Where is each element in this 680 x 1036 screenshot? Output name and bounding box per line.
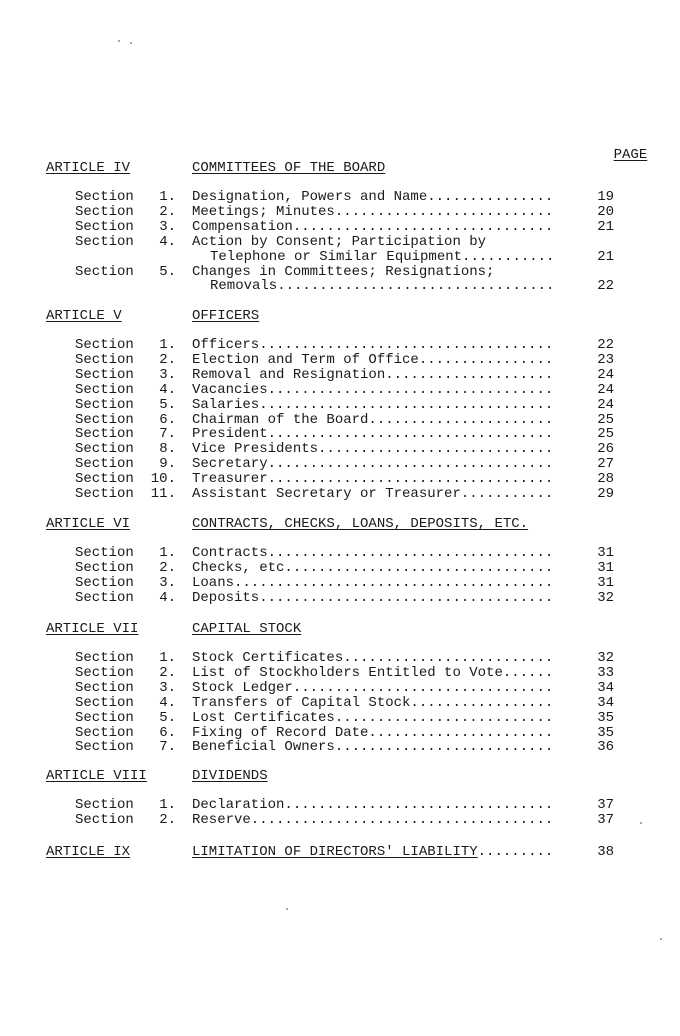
section-number: 5. (159, 709, 176, 726)
section-number: 9. (159, 456, 176, 473)
scan-speck (130, 42, 132, 44)
section-number: 4. (159, 381, 176, 398)
section-label: Section (75, 589, 134, 606)
section-label: Section (75, 381, 134, 398)
article-title (192, 768, 268, 784)
section-label: Section (75, 456, 134, 473)
article-label: ARTICLE V (46, 308, 122, 324)
section-page-number: 37 (597, 811, 614, 828)
section-number: 10. (150, 471, 176, 488)
section-number: 11. (150, 486, 176, 502)
article-title-text: CAPITAL STOCK (192, 621, 302, 637)
scan-speck (660, 938, 662, 940)
section-page-number: 34 (597, 694, 614, 711)
section-label: Section (75, 366, 134, 383)
section-page-number: 27 (597, 456, 614, 473)
section-page-number: 36 (597, 739, 614, 756)
page-header-label: PAGE (613, 147, 648, 163)
section-page-number: 26 (597, 441, 614, 458)
section-page-number: 33 (597, 664, 614, 681)
section-label: Section (75, 679, 134, 696)
section-page-number: 23 (597, 351, 614, 368)
section-label: Section (75, 426, 134, 443)
section-number: 1. (159, 797, 176, 813)
section-label: Section (75, 203, 134, 220)
section-page-number: 19 (597, 189, 614, 205)
section-page-number: 35 (597, 724, 614, 741)
section-label: Section (75, 263, 134, 280)
section-number: 5. (159, 263, 176, 280)
section-page-number: 31 (597, 559, 614, 576)
section-number: 1. (159, 189, 176, 205)
section-label: Section (75, 337, 134, 353)
article-title (192, 621, 301, 637)
section-title-line: List of Stockholders Entitled to Vote...... (192, 664, 554, 681)
section-page-number: 35 (597, 709, 614, 726)
section-title-line: Designation, Powers and Name............... (192, 189, 554, 205)
section-page-number: 34 (597, 679, 614, 696)
article-title-text: LIMITATION OF DIRECTORS' LIABILITY (192, 844, 478, 860)
article-title-text: OFFICERS (192, 308, 260, 324)
section-label: Section (75, 574, 134, 591)
article-title (192, 516, 528, 532)
section-label: Section (75, 797, 134, 813)
section-page-number: 22 (597, 337, 614, 353)
section-label: Section (75, 189, 134, 205)
section-page-number: 24 (597, 366, 614, 383)
section-title-line: Checks, etc................................ (192, 559, 554, 576)
section-title-line: Assistant Secretary or Treasurer........... (192, 486, 554, 502)
scan-speck (118, 40, 120, 42)
article-title (192, 160, 385, 176)
section-number: 2. (159, 559, 176, 576)
article-label: ARTICLE VIII (46, 768, 147, 784)
section-number: 2. (159, 811, 176, 828)
section-number: 7. (159, 426, 176, 443)
section-title-line: Changes in Committees; Resignations; (192, 263, 495, 280)
section-title-line: Chairman of the Board...................... (192, 411, 554, 428)
section-number: 3. (159, 679, 176, 696)
article-label: ARTICLE IV (46, 160, 131, 176)
section-number: 4. (159, 233, 176, 250)
section-label: Section (75, 233, 134, 250)
section-title-line: Salaries................................... (192, 396, 554, 413)
section-title-line: Action by Consent; Participation by (192, 233, 487, 250)
section-title-line: Removal and Resignation.................... (192, 366, 554, 383)
section-label: Section (75, 471, 134, 488)
section-page-number: 20 (597, 203, 614, 220)
section-title-line: Stock Certificates......................... (192, 650, 554, 666)
section-title-line: President.................................. (192, 426, 554, 443)
section-title-line: Compensation............................... (192, 218, 554, 235)
section-title-line: Officers................................... (192, 337, 554, 353)
section-title-line: Lost Certificates.......................... (192, 709, 554, 726)
section-title-line: Vacancies.................................. (192, 381, 554, 398)
section-page-number: 32 (597, 589, 614, 606)
section-label: Section (75, 650, 134, 666)
section-label: Section (75, 441, 134, 458)
scan-speck (286, 908, 288, 910)
section-label: Section (75, 811, 134, 828)
section-label: Section (75, 739, 134, 756)
section-page-number: 24 (597, 396, 614, 413)
section-title-line: Removals................................. (210, 278, 555, 295)
section-label: Section (75, 218, 134, 235)
section-number: 6. (159, 724, 176, 741)
section-title-line: Loans...................................... (192, 574, 554, 591)
section-title-line: Beneficial Owners.......................... (192, 739, 554, 756)
section-label: Section (75, 545, 134, 561)
section-label: Section (75, 486, 134, 502)
article-label: ARTICLE IX (46, 844, 131, 860)
scan-speck (640, 822, 642, 824)
section-title-line: Secretary.................................. (192, 456, 554, 473)
section-number: 1. (159, 545, 176, 561)
article-title (192, 308, 259, 324)
section-number: 1. (159, 650, 176, 666)
section-title-line: Treasurer.................................. (192, 471, 554, 488)
section-title-line: Contracts.................................. (192, 545, 554, 561)
section-title-line: Declaration................................ (192, 797, 554, 813)
section-title-line: Transfers of Capital Stock................. (192, 694, 554, 711)
section-number: 8. (159, 441, 176, 458)
section-label: Section (75, 396, 134, 413)
section-page-number: 29 (597, 486, 614, 502)
section-label: Section (75, 351, 134, 368)
section-number: 7. (159, 739, 176, 756)
section-number: 1. (159, 337, 176, 353)
article-page-number: 38 (597, 844, 614, 860)
section-title-line: Vice Presidents............................ (192, 441, 554, 458)
section-page-number: 21 (597, 218, 614, 235)
section-label: Section (75, 724, 134, 741)
article-title-text: DIVIDENDS (192, 768, 268, 784)
section-number: 5. (159, 396, 176, 413)
section-number: 3. (159, 574, 176, 591)
section-page-number: 37 (597, 797, 614, 813)
section-title-line: Meetings; Minutes.......................... (192, 203, 554, 220)
section-page-number: 25 (597, 426, 614, 443)
article-title-text: CONTRACTS, CHECKS, LOANS, DEPOSITS, ETC. (192, 516, 529, 532)
section-title-line: Reserve.................................... (192, 811, 554, 828)
section-page-number: 22 (597, 278, 614, 295)
article-label: ARTICLE VI (46, 516, 131, 532)
section-page-number: 25 (597, 411, 614, 428)
section-title-line: Election and Term of Office................ (192, 351, 554, 368)
section-number: 4. (159, 589, 176, 606)
section-title-line: Telephone or Similar Equipment........... (210, 248, 555, 265)
section-label: Section (75, 694, 134, 711)
section-title-line: Fixing of Record Date...................... (192, 724, 554, 741)
section-page-number: 32 (597, 650, 614, 666)
section-page-number: 21 (597, 248, 614, 265)
page-column-header (580, 131, 648, 163)
section-title-line: Stock Ledger............................... (192, 679, 554, 696)
section-title-line: Deposits................................... (192, 589, 554, 606)
section-page-number: 24 (597, 381, 614, 398)
section-number: 6. (159, 411, 176, 428)
section-number: 2. (159, 203, 176, 220)
article-title-text: COMMITTEES OF THE BOARD (192, 160, 386, 176)
section-number: 2. (159, 664, 176, 681)
section-label: Section (75, 664, 134, 681)
section-label: Section (75, 709, 134, 726)
article-title (192, 844, 553, 860)
article-title-leader: ......... (477, 844, 554, 860)
article-label: ARTICLE VII (46, 621, 139, 637)
section-page-number: 31 (597, 574, 614, 591)
section-number: 3. (159, 218, 176, 235)
section-label: Section (75, 559, 134, 576)
section-number: 3. (159, 366, 176, 383)
section-number: 4. (159, 694, 176, 711)
section-page-number: 31 (597, 545, 614, 561)
section-label: Section (75, 411, 134, 428)
section-page-number: 28 (597, 471, 614, 488)
section-number: 2. (159, 351, 176, 368)
